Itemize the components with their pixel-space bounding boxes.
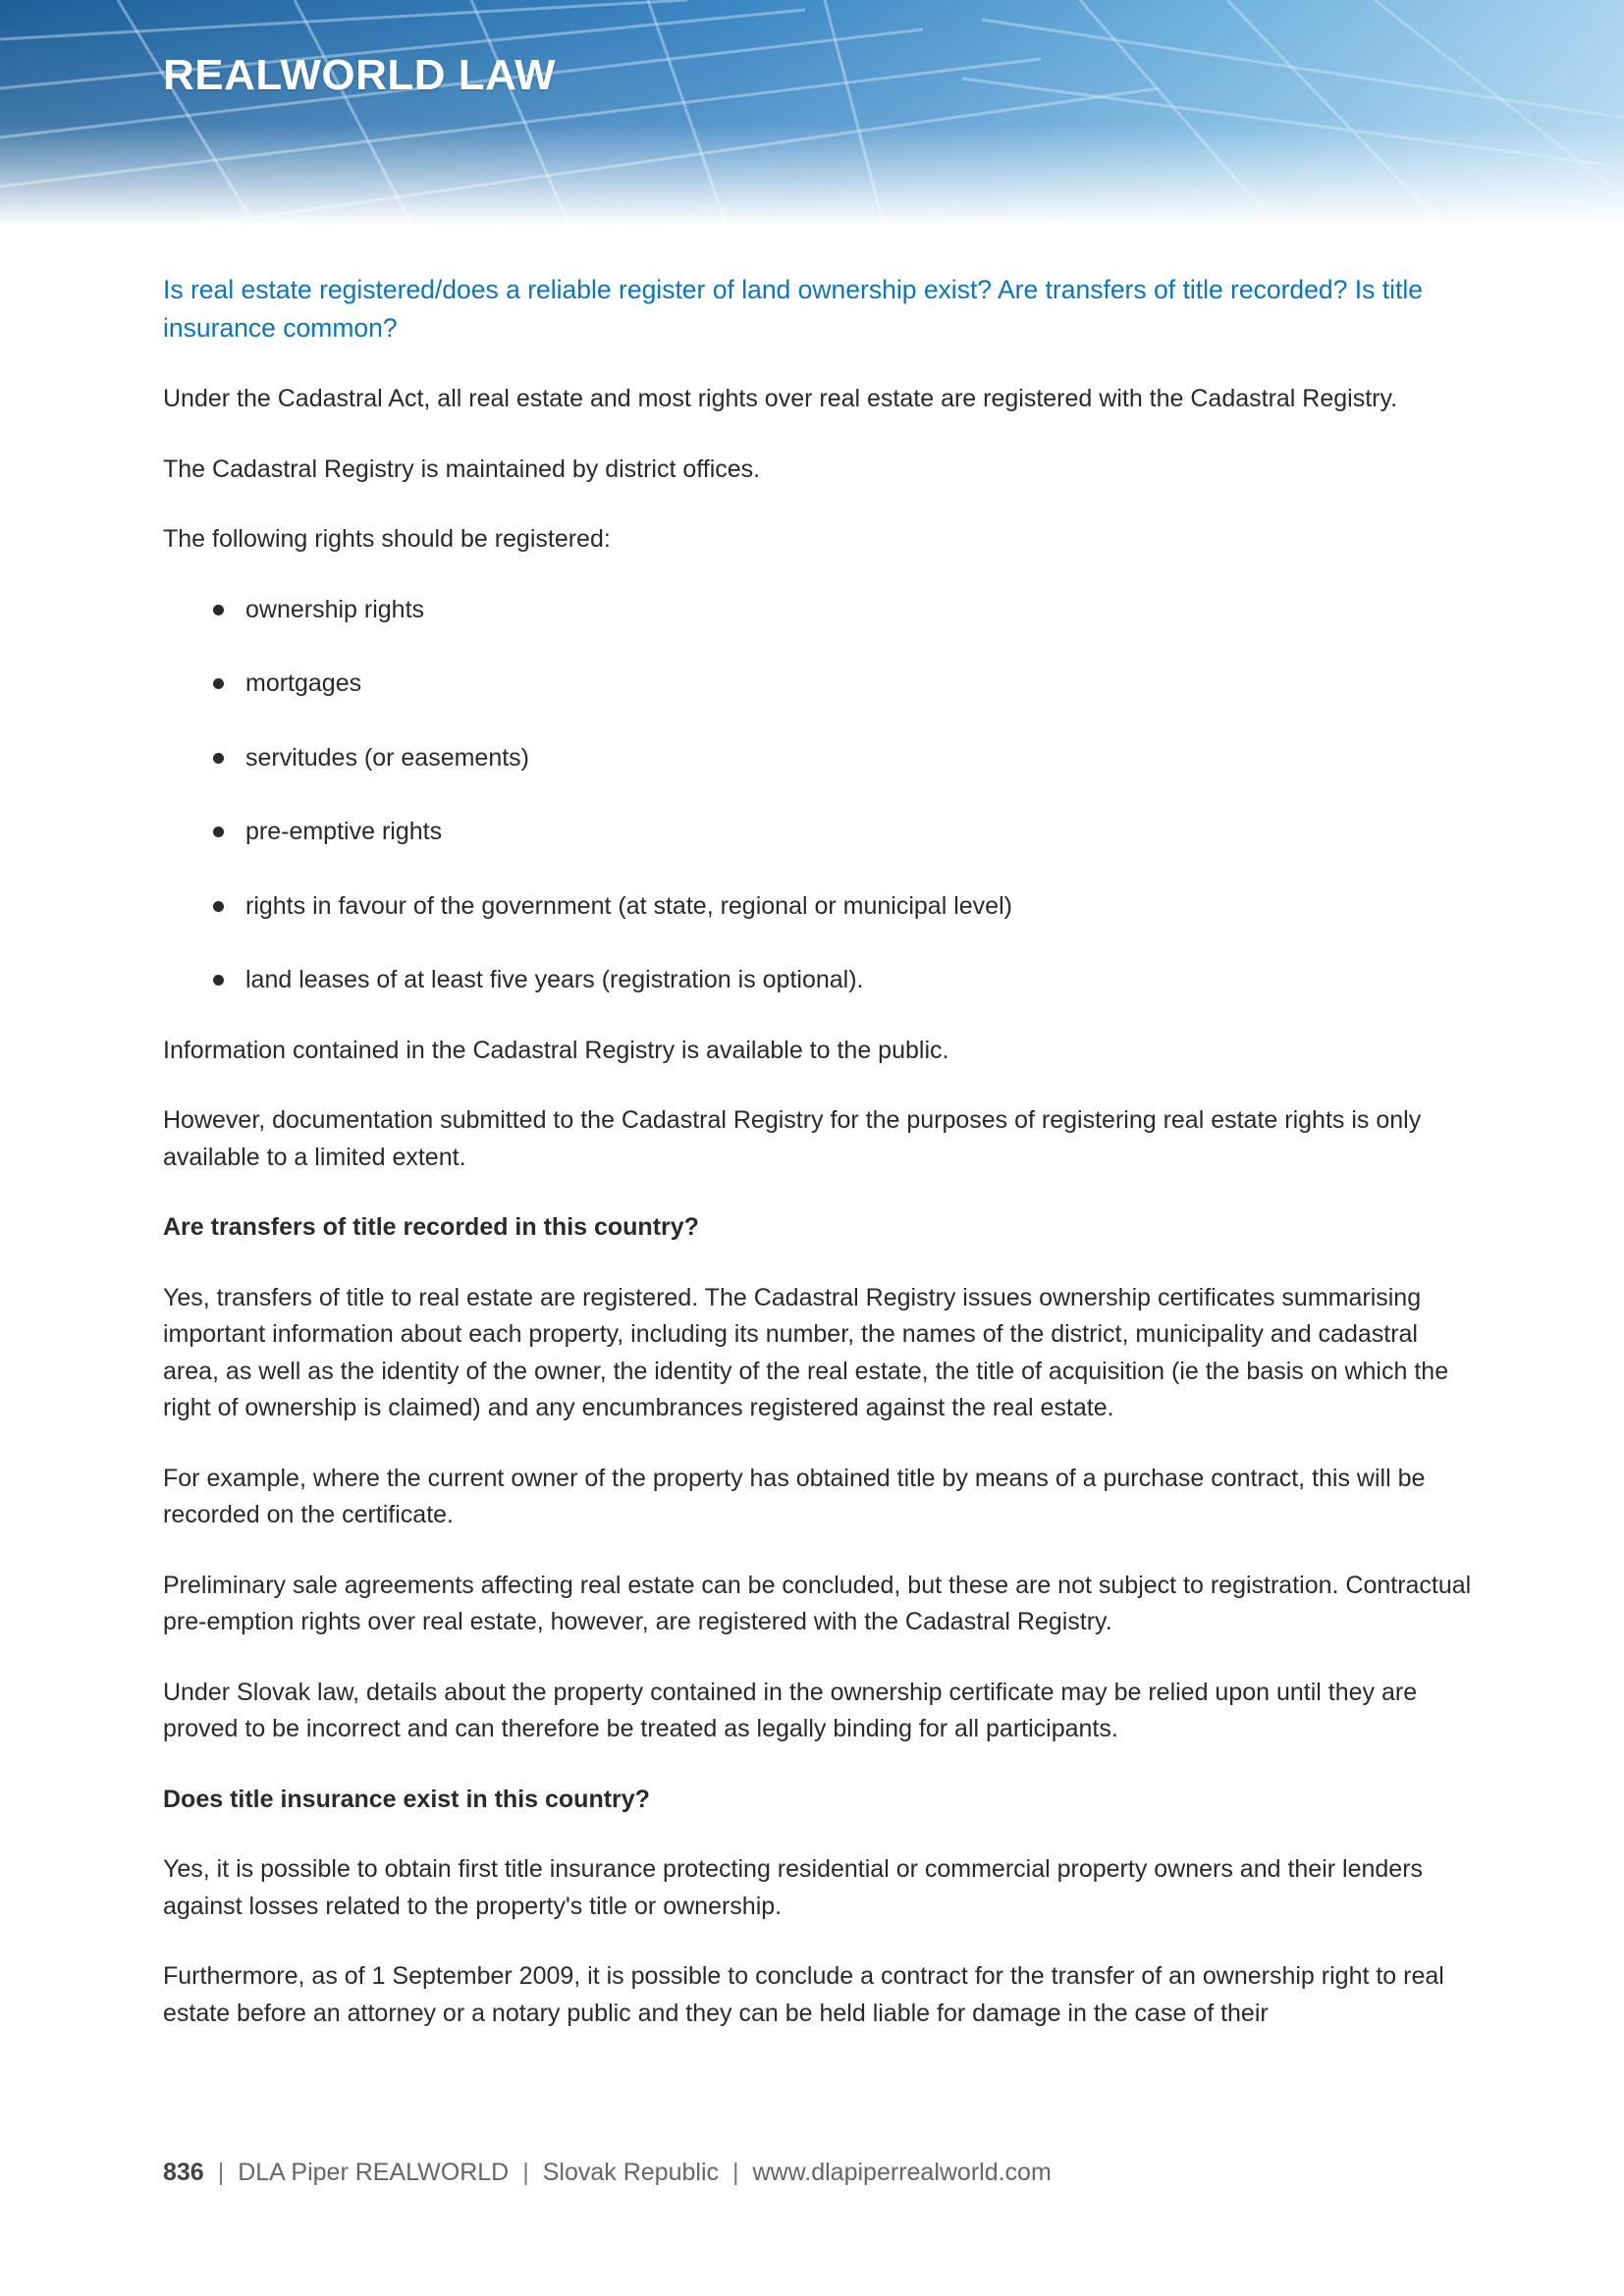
page-footer <box>163 2159 1052 2187</box>
subheading: Are transfers of title recorded in this country? <box>163 1213 699 1241</box>
paragraph: Under the Cadastral Act, all real estate and most rights over real estate are registered with the Cadastral Registry. <box>163 385 1398 412</box>
footer-separator: | <box>732 2159 739 2186</box>
list-item <box>163 962 1479 999</box>
country-name: Slovak Republic <box>542 2159 719 2186</box>
page-number: 836 <box>163 2159 204 2186</box>
bullet-icon <box>213 753 224 764</box>
footer-separator: | <box>217 2159 225 2186</box>
rights-list <box>163 592 1479 999</box>
paragraph: The following rights should be registered: <box>163 525 611 553</box>
list-item-text: ownership rights <box>245 595 425 623</box>
bullet-icon <box>213 901 224 912</box>
bullet-icon <box>213 827 224 837</box>
bullet-icon <box>213 605 224 615</box>
paragraph: Furthermore, as of 1 September 2009, it is possible to conclude a contract for the transfer of an ownership right to real estate before an attorney or a notary public and they can be held liable for damage in the case of their <box>163 1962 1444 2027</box>
paragraph: Information contained in the Cadastral Registry is available to the public. <box>163 1036 949 1064</box>
bullet-icon <box>213 975 224 986</box>
list-item-text: pre-emptive rights <box>245 818 443 845</box>
building-glass-image <box>0 0 1624 226</box>
paragraph: The Cadastral Registry is maintained by district offices. <box>163 454 761 483</box>
footer-separator: | <box>522 2159 529 2186</box>
paragraph: For example, where the current owner of the property has obtained title by means of a purchase contract, this will be recorded on the certificate. <box>163 1464 1426 1528</box>
list-item-text: mortgages <box>245 669 362 697</box>
list-item-text: land leases of at least five years (registration is optional). <box>245 966 864 993</box>
list-item <box>163 740 1479 777</box>
paragraph: Yes, transfers of title to real estate are registered. The Cadastral Registry issues ownership certificates summarising important information about each property, including its number, the names of the district, municipality and cadastral area, as well as the identity of the owner, the identity of the real estate, the title of acquisition (ie the basis on which the right of ownership is claimed) and any encumbrances registered against the real estate. <box>163 1283 1449 1421</box>
list-item <box>163 888 1479 926</box>
list-item <box>163 666 1479 703</box>
brand-title: REALWORLD LAW <box>163 51 557 99</box>
paragraph: Preliminary sale agreements affecting real estate can be concluded, but these are not subject to registration. Contractual pre-emption rights over real estate, however, are registered with the Cadastral Registry. <box>163 1571 1472 1635</box>
subheading: Does title insurance exist in this country? <box>163 1785 650 1813</box>
paragraph: Under Slovak law, details about the property contained in the ownership certificate may be relied upon until they are proved to be incorrect and can therefore be treated as legally binding for all participants. <box>163 1678 1418 1742</box>
bullet-icon <box>213 678 224 689</box>
header-banner <box>0 0 1624 226</box>
list-item-text: rights in favour of the government (at state, regional or municipal level) <box>245 891 1012 920</box>
list-item <box>163 814 1479 851</box>
paragraph: Yes, it is possible to obtain first title insurance protecting residential or commercial property owners and their lenders against losses related to the property's title or ownership. <box>163 1855 1424 1920</box>
section-question: Is real estate registered/does a reliable register of land ownership exist? Are transfers of title recorded? Is title insurance common? <box>163 275 1423 343</box>
list-item <box>163 592 1479 629</box>
website-link[interactable]: www.dlapiperrealworld.com <box>752 2159 1052 2186</box>
paragraph: However, documentation submitted to the Cadastral Registry for the purposes of registering real estate rights is only available to a limited extent. <box>163 1106 1422 1171</box>
main-content <box>163 271 1479 2065</box>
publication-name: DLA Piper REALWORLD <box>238 2159 510 2186</box>
list-item-text: servitudes (or easements) <box>245 743 530 772</box>
